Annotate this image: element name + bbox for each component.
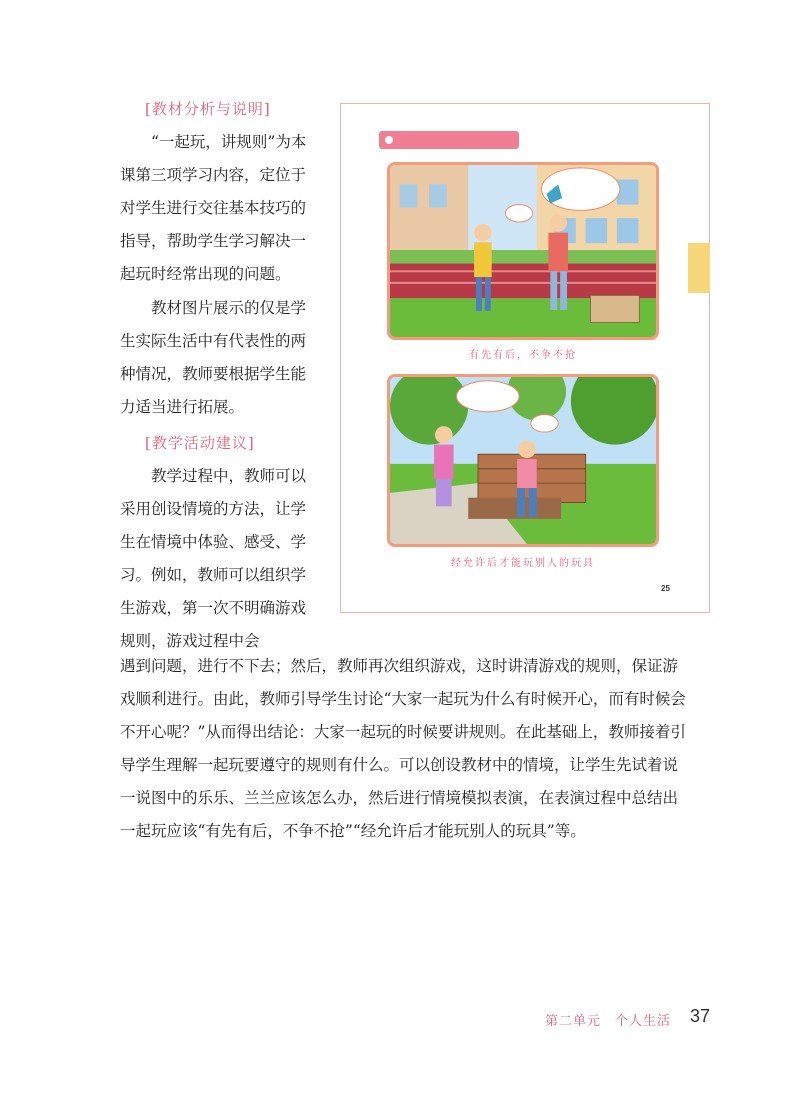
activities-paragraph-continued: 遇到问题，进行不下去；然后，教师再次组织游戏，这时讲清游戏的规则，保证游戏顺利进行。由此，教师引导学生讨论“大家一起玩为什么有时候开心，而有时候会不开心呢？”从而得出结论：大家一起玩的时候要讲规则。在此基础上，教师接着引导学生理解一起玩要遵守的规则有什么。可以创设教材中的情境，让学生先试着说一说图中的乐乐、兰兰应该怎么办，然后进行情境模拟表演，在表演过程中总结出一起玩应该“有先有后，不争不抢”“经允许后才能玩别人的玩具”等。 [120, 657, 686, 840]
activities-paragraph-start: 教学过程中，教师可以采用创设情境的方法，让学生在情境中体验、感受、学习。例如，教师可以组织学生游戏，第一次不明确游戏规则，游戏过程中会 [120, 467, 307, 650]
textbook-page-panel [340, 103, 710, 613]
analysis-paragraph-1: “一起玩，讲规则”为本课第三项学习内容，定位于对学生进行交往基本技巧的指导，帮助学生学习解决一起玩时经常出现的问题。 [120, 133, 307, 283]
lesson-title-bar [379, 131, 519, 149]
analysis-paragraph-2: 教材图片展示的仅是学生实际生活中有代表性的两种情况，教师要根据学生能力适当进行拓展。 [120, 299, 307, 416]
section-heading-activities: [教学活动建议] [145, 434, 255, 452]
section-heading-analysis: [教材分析与说明] [145, 100, 271, 118]
illustration-kite-playing [387, 162, 659, 340]
caption-ask-permission: 经允许后才能玩别人的玩具 [451, 558, 595, 569]
textbook-page-number: 25 [661, 584, 670, 593]
page-number: 37 [690, 1006, 711, 1026]
chapter-tab [688, 243, 710, 293]
footer-unit-title: 第二单元 个人生活 [545, 1014, 672, 1029]
caption-take-turns: 有先有后，不争不抢 [469, 350, 577, 361]
illustration-asking-permission [387, 374, 659, 547]
